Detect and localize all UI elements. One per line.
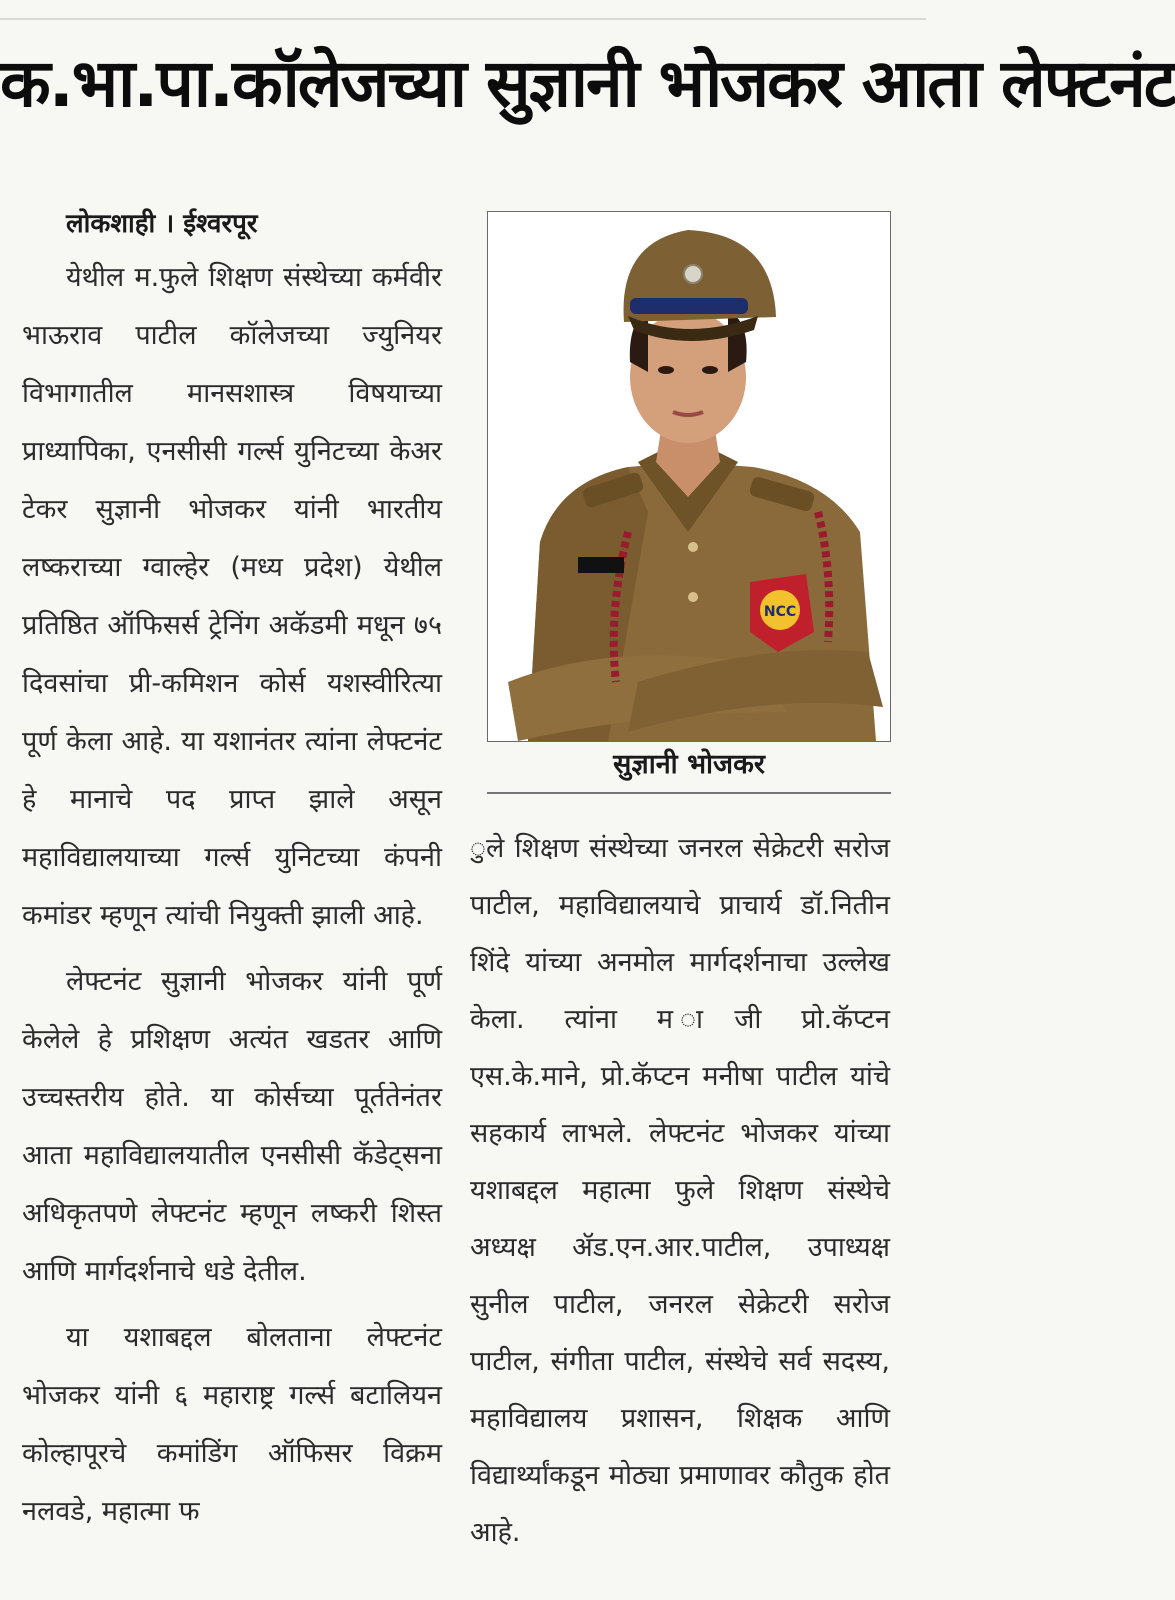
article-paragraph: येथील म.फुले शिक्षण संस्थेच्या कर्मवीर भाऊराव पाटील कॉलेजच्या ज्युनियर विभागातील मानसशास्त्र विषयाच्या प्राध्यापिका, एनसीसी गर्ल्स युनिटच्या केअर टेकर सुज्ञानी भोजकर यांनी भारतीय लष्कराच्या ग्वाल्हेर (मध्य प्रदेश) येथील प्रतिष्ठित ऑफिसर्स ट्रेनिंग अकॅडमी मधून ७५ दिवसांचा प्री-कमिशन कोर्स यशस्वीरित्या पूर्ण केला आहे. या यशानंतर त्यांना लेफ्टनंट हे मानाचे पद प्राप्त झाले असून महाविद्यालयाच्या गर्ल्स युनिटच्या कंपनी कमांडर म्हणून त्यांची नियुक्ती झाली आहे. [22,262,442,931]
ncc-badge-text: NCC [763,604,797,620]
portrait-photo [487,211,891,742]
headline: क.भा.पा.कॉलेजच्या सुज्ञानी भोजकर आता लेफ्टनंट [0,45,1175,122]
dateline: लोकशाही । ईश्वरपूर [66,209,258,239]
article-column-right [470,820,890,1561]
officer-portrait-illustration [488,212,890,741]
article-paragraph: या यशाबद्दल बोलताना लेफ्टनंट भोजकर यांनी ६ महाराष्ट्र गर्ल्स बटालियन कोल्हापूरचे कमांडिंग ऑफिसर विक्रम नलवडे, महात्मा फ [22,1322,442,1527]
article-column-left [22,205,442,1541]
photo-caption: सुज्ञानी भोजकर [613,749,765,780]
article-paragraph: ुले शिक्षण संस्थेच्या जनरल सेक्रेटरी सरोज पाटील, महाविद्यालयाचे प्राचार्य डॉ.नितीन शिंदे यांच्या अनमोल मार्गदर्शनाचा उल्लेख केला. त्यांना म ाजी प्रो.कॅप्टन एस.के.माने, प्रो.कॅप्टन मनीषा पाटील यांचे सहकार्य लाभले. लेफ्टनंट भोजकर यांच्या यशाबद्दल महात्मा फुले शिक्षण संस्थेचे अध्यक्ष ॲड.एन.आर.पाटील, उपाध्यक्ष सुनील पाटील, जनरल सेक्रेटरी सरोज पाटील, संगीता पाटील, संस्थेचे सर्व सदस्य, महाविद्यालय प्रशासन, शिक्षक आणि विद्यार्थ्यांकडून मोठ्या प्रमाणावर कौतुक होत आहे. [470,833,890,1548]
caption-rule [487,792,891,794]
top-rule [0,18,926,20]
article-paragraph: लेफ्टनंट सुज्ञानी भोजकर यांनी पूर्ण केलेले हे प्रशिक्षण अत्यंत खडतर आणि उच्चस्तरीय होते. या कोर्सच्या पूर्ततेनंतर आता महाविद्यालयातील एनसीसी कॅडेट्सना अधिकृतपणे लेफ्टनंट म्हणून लष्करी शिस्त आणि मार्गदर्शनाचे धडे देतील. [22,966,442,1287]
